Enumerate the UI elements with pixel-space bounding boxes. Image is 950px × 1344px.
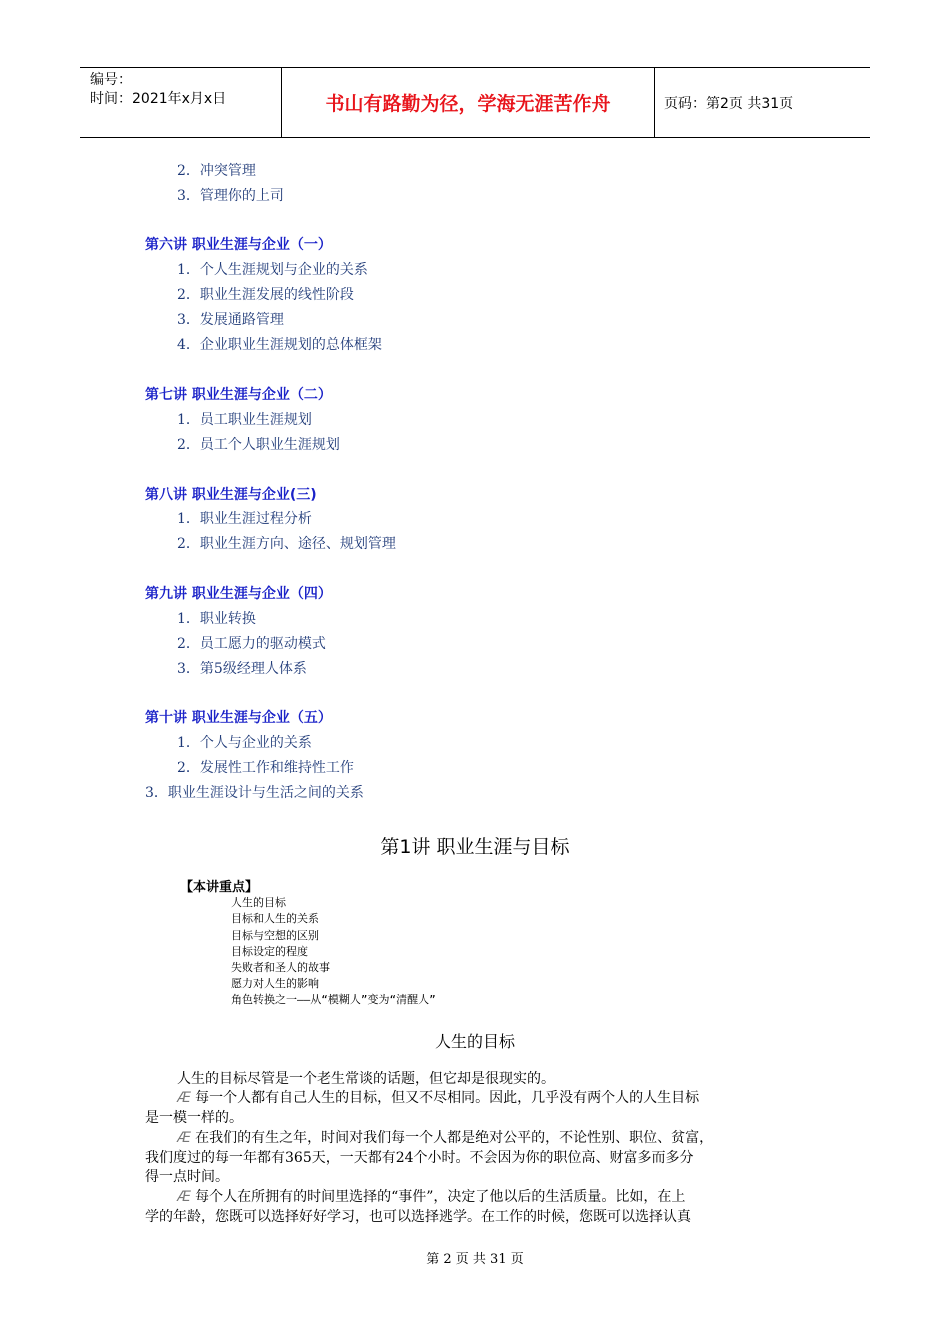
toc-item: 2．员工个人职业生涯规划 <box>177 437 340 453</box>
header-page: 页码：第2页 共31页 <box>664 95 794 112</box>
toc-item: 3．发展通路管理 <box>177 312 284 328</box>
toc-item: 2．员工愿力的驱动模式 <box>177 636 326 652</box>
toc-item: 1．个人生涯规划与企业的关系 <box>177 262 368 278</box>
toc-item: 2．冲突管理 <box>177 163 256 179</box>
toc-item: 1．员工职业生涯规划 <box>177 412 312 428</box>
paragraph-line: 是一模一样的。 <box>145 1110 243 1126</box>
header-time: 时间：2021年x月x日 <box>90 91 227 107</box>
toc-item: 4．企业职业生涯规划的总体框架 <box>177 337 382 353</box>
paragraph-line <box>177 1089 699 1107</box>
paragraph-text: 每个人在所拥有的时间里选择的“事件”，决定了他以后的生活质量。比如，在上 <box>195 1189 686 1205</box>
toc-heading: 第八讲 职业生涯与企业(三) <box>145 487 317 503</box>
toc-item: 2．发展性工作和维持性工作 <box>177 760 354 776</box>
paragraph-line: 我们度过的每一年都有365天，一天都有24个小时。不会因为你的职位高、财富多而多分 <box>145 1150 694 1166</box>
toc-item: 2．职业生涯方向、途径、规划管理 <box>177 536 396 552</box>
header-motto: 书山有路勤为径，学海无涯苦作舟 <box>282 68 655 137</box>
toc-item: 1．职业转换 <box>177 611 256 627</box>
key-point: 目标和人生的关系 <box>231 912 319 925</box>
toc-heading: 第六讲 职业生涯与企业（一） <box>145 237 332 253</box>
bullet-icon: Æ <box>177 1130 191 1146</box>
key-point: 目标设定的程度 <box>231 945 308 958</box>
key-point: 目标与空想的区别 <box>231 929 319 942</box>
toc-item: 3．管理你的上司 <box>177 188 284 204</box>
key-point: 人生的目标 <box>231 896 286 909</box>
paragraph-line <box>177 1188 685 1206</box>
paragraph-text: 在我们的有生之年，时间对我们每一个人都是绝对公平的，不论性别、职位、贫富， <box>195 1130 714 1146</box>
key-point: 角色转换之一——从“模糊人”变为“清醒人” <box>231 993 436 1006</box>
paragraph-text: 每一个人都有自己人生的目标，但又不尽相同。因此，几乎没有两个人的人生目标 <box>195 1090 700 1106</box>
header-number: 编号： <box>90 72 132 88</box>
page-header <box>80 67 870 138</box>
lecture-title: 第1讲 职业生涯与目标 <box>380 836 570 858</box>
toc-item: 1．个人与企业的关系 <box>177 735 312 751</box>
paragraph-line: 人生的目标尽管是一个老生常谈的话题，但它却是很现实的。 <box>177 1071 555 1087</box>
toc-item: 3．职业生涯设计与生活之间的关系 <box>145 785 364 801</box>
toc-heading: 第十讲 职业生涯与企业（五） <box>145 710 332 726</box>
bullet-icon: Æ <box>177 1189 191 1205</box>
toc-item: 1．职业生涯过程分析 <box>177 511 312 527</box>
toc-heading: 第九讲 职业生涯与企业（四） <box>145 586 332 602</box>
key-points-label: 【本讲重点】 <box>180 880 259 895</box>
paragraph-line <box>177 1129 713 1147</box>
header-meta <box>80 68 282 137</box>
section-title: 人生的目标 <box>434 1032 515 1051</box>
key-point: 愿力对人生的影响 <box>231 977 319 990</box>
toc-item: 3．第5级经理人体系 <box>177 661 307 677</box>
paragraph-line: 得一点时间。 <box>145 1169 229 1185</box>
page-footer: 第 2 页 共 31 页 <box>426 1252 524 1267</box>
paragraph-line: 学的年龄，您既可以选择好好学习，也可以选择逃学。在工作的时候，您既可以选择认真 <box>145 1209 691 1225</box>
key-point: 失败者和圣人的故事 <box>231 961 330 974</box>
toc-heading: 第七讲 职业生涯与企业（二） <box>145 387 332 403</box>
bullet-icon: Æ <box>177 1090 191 1106</box>
toc-item: 2．职业生涯发展的线性阶段 <box>177 287 354 303</box>
